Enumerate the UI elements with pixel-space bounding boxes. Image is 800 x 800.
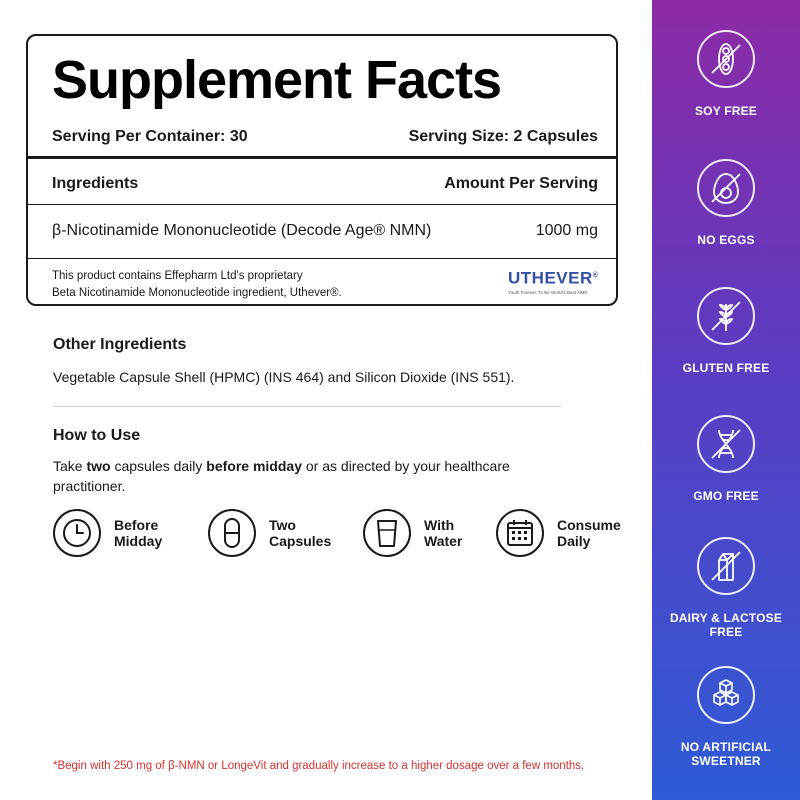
facts-title: Supplement Facts	[52, 50, 502, 110]
note-line: Beta Nicotinamide Mononucleotide ingredient, Uthever®.	[52, 287, 342, 299]
badge-dairy-lactose-free	[652, 537, 800, 639]
ingredient-row	[52, 222, 598, 240]
egg-icon	[697, 159, 755, 217]
badge-no-artificial-sweetener	[652, 666, 800, 768]
badge-label: SOY FREE	[694, 104, 758, 118]
note-line: This product contains Effepharm Ltd's proprietary	[52, 270, 303, 282]
dosage-footnote: *Begin with 250 mg of β-NMN or LongeVit and gradually increase to a higher dosage over a few months.	[53, 760, 585, 772]
column-header-row	[52, 175, 598, 193]
use-label: Two Capsules	[269, 517, 332, 549]
soy-icon	[697, 30, 755, 88]
allergen-free-panel	[652, 0, 800, 800]
serving-size: Serving Size: 2 Capsules	[408, 128, 598, 145]
ingredient-amount: 1000 mg	[535, 222, 598, 239]
section-divider	[53, 406, 561, 407]
use-label: Before Midday	[114, 517, 163, 549]
divider	[28, 258, 616, 259]
uthever-logo	[508, 266, 603, 295]
clock-icon	[53, 509, 101, 557]
divider	[28, 204, 616, 205]
logo-tagline: Youth Forever, To Be World's Best NMN	[508, 289, 588, 295]
milk-carton-icon	[697, 537, 755, 595]
use-with-water	[363, 507, 462, 559]
ingredient-name: β-Nicotinamide Mononucleotide (Decode Age® NMN)	[52, 222, 432, 239]
badge-label: GMO FREE	[693, 489, 759, 503]
use-label: Consume Daily	[557, 517, 621, 549]
sugar-cubes-icon	[697, 666, 755, 724]
proprietary-note	[52, 268, 342, 302]
thick-divider	[28, 156, 616, 159]
badge-label: NO EGGS	[697, 233, 755, 247]
how-to-use-text: Take two capsules daily before midday or as directed by your healthcare practitioner.	[53, 458, 510, 494]
water-glass-icon	[363, 509, 411, 557]
supplement-facts-panel	[26, 34, 618, 306]
badge-label: GLUTEN FREE	[682, 361, 770, 375]
badge-soy-free	[652, 30, 800, 118]
capsule-icon	[208, 509, 256, 557]
how-to-use-title: How to Use	[53, 427, 141, 444]
badge-label: NO ARTIFICIAL SWEETNER	[680, 740, 772, 768]
serving-row	[52, 128, 598, 146]
badge-no-eggs	[652, 159, 800, 247]
badge-label: DAIRY & LACTOSE FREE	[669, 611, 783, 639]
use-two-capsules	[208, 507, 331, 559]
other-ingredients-text: Vegetable Capsule Shell (HPMC) (INS 464) and Silicon Dioxide (INS 551).	[53, 369, 515, 385]
other-ingredients-title: Other Ingredients	[53, 336, 187, 353]
wheat-icon	[697, 287, 755, 345]
calendar-icon	[496, 509, 544, 557]
use-before-midday	[53, 507, 162, 559]
dna-icon	[697, 415, 755, 473]
badge-gmo-free	[652, 415, 800, 503]
amount-header: Amount Per Serving	[444, 175, 598, 192]
use-label: With Water	[424, 517, 463, 549]
serving-per-container: Serving Per Container: 30	[52, 128, 248, 145]
use-consume-daily	[496, 507, 621, 559]
logo-wordmark: UTHEVER®	[508, 268, 599, 288]
ingredients-header: Ingredients	[52, 175, 139, 192]
badge-gluten-free	[652, 287, 800, 375]
